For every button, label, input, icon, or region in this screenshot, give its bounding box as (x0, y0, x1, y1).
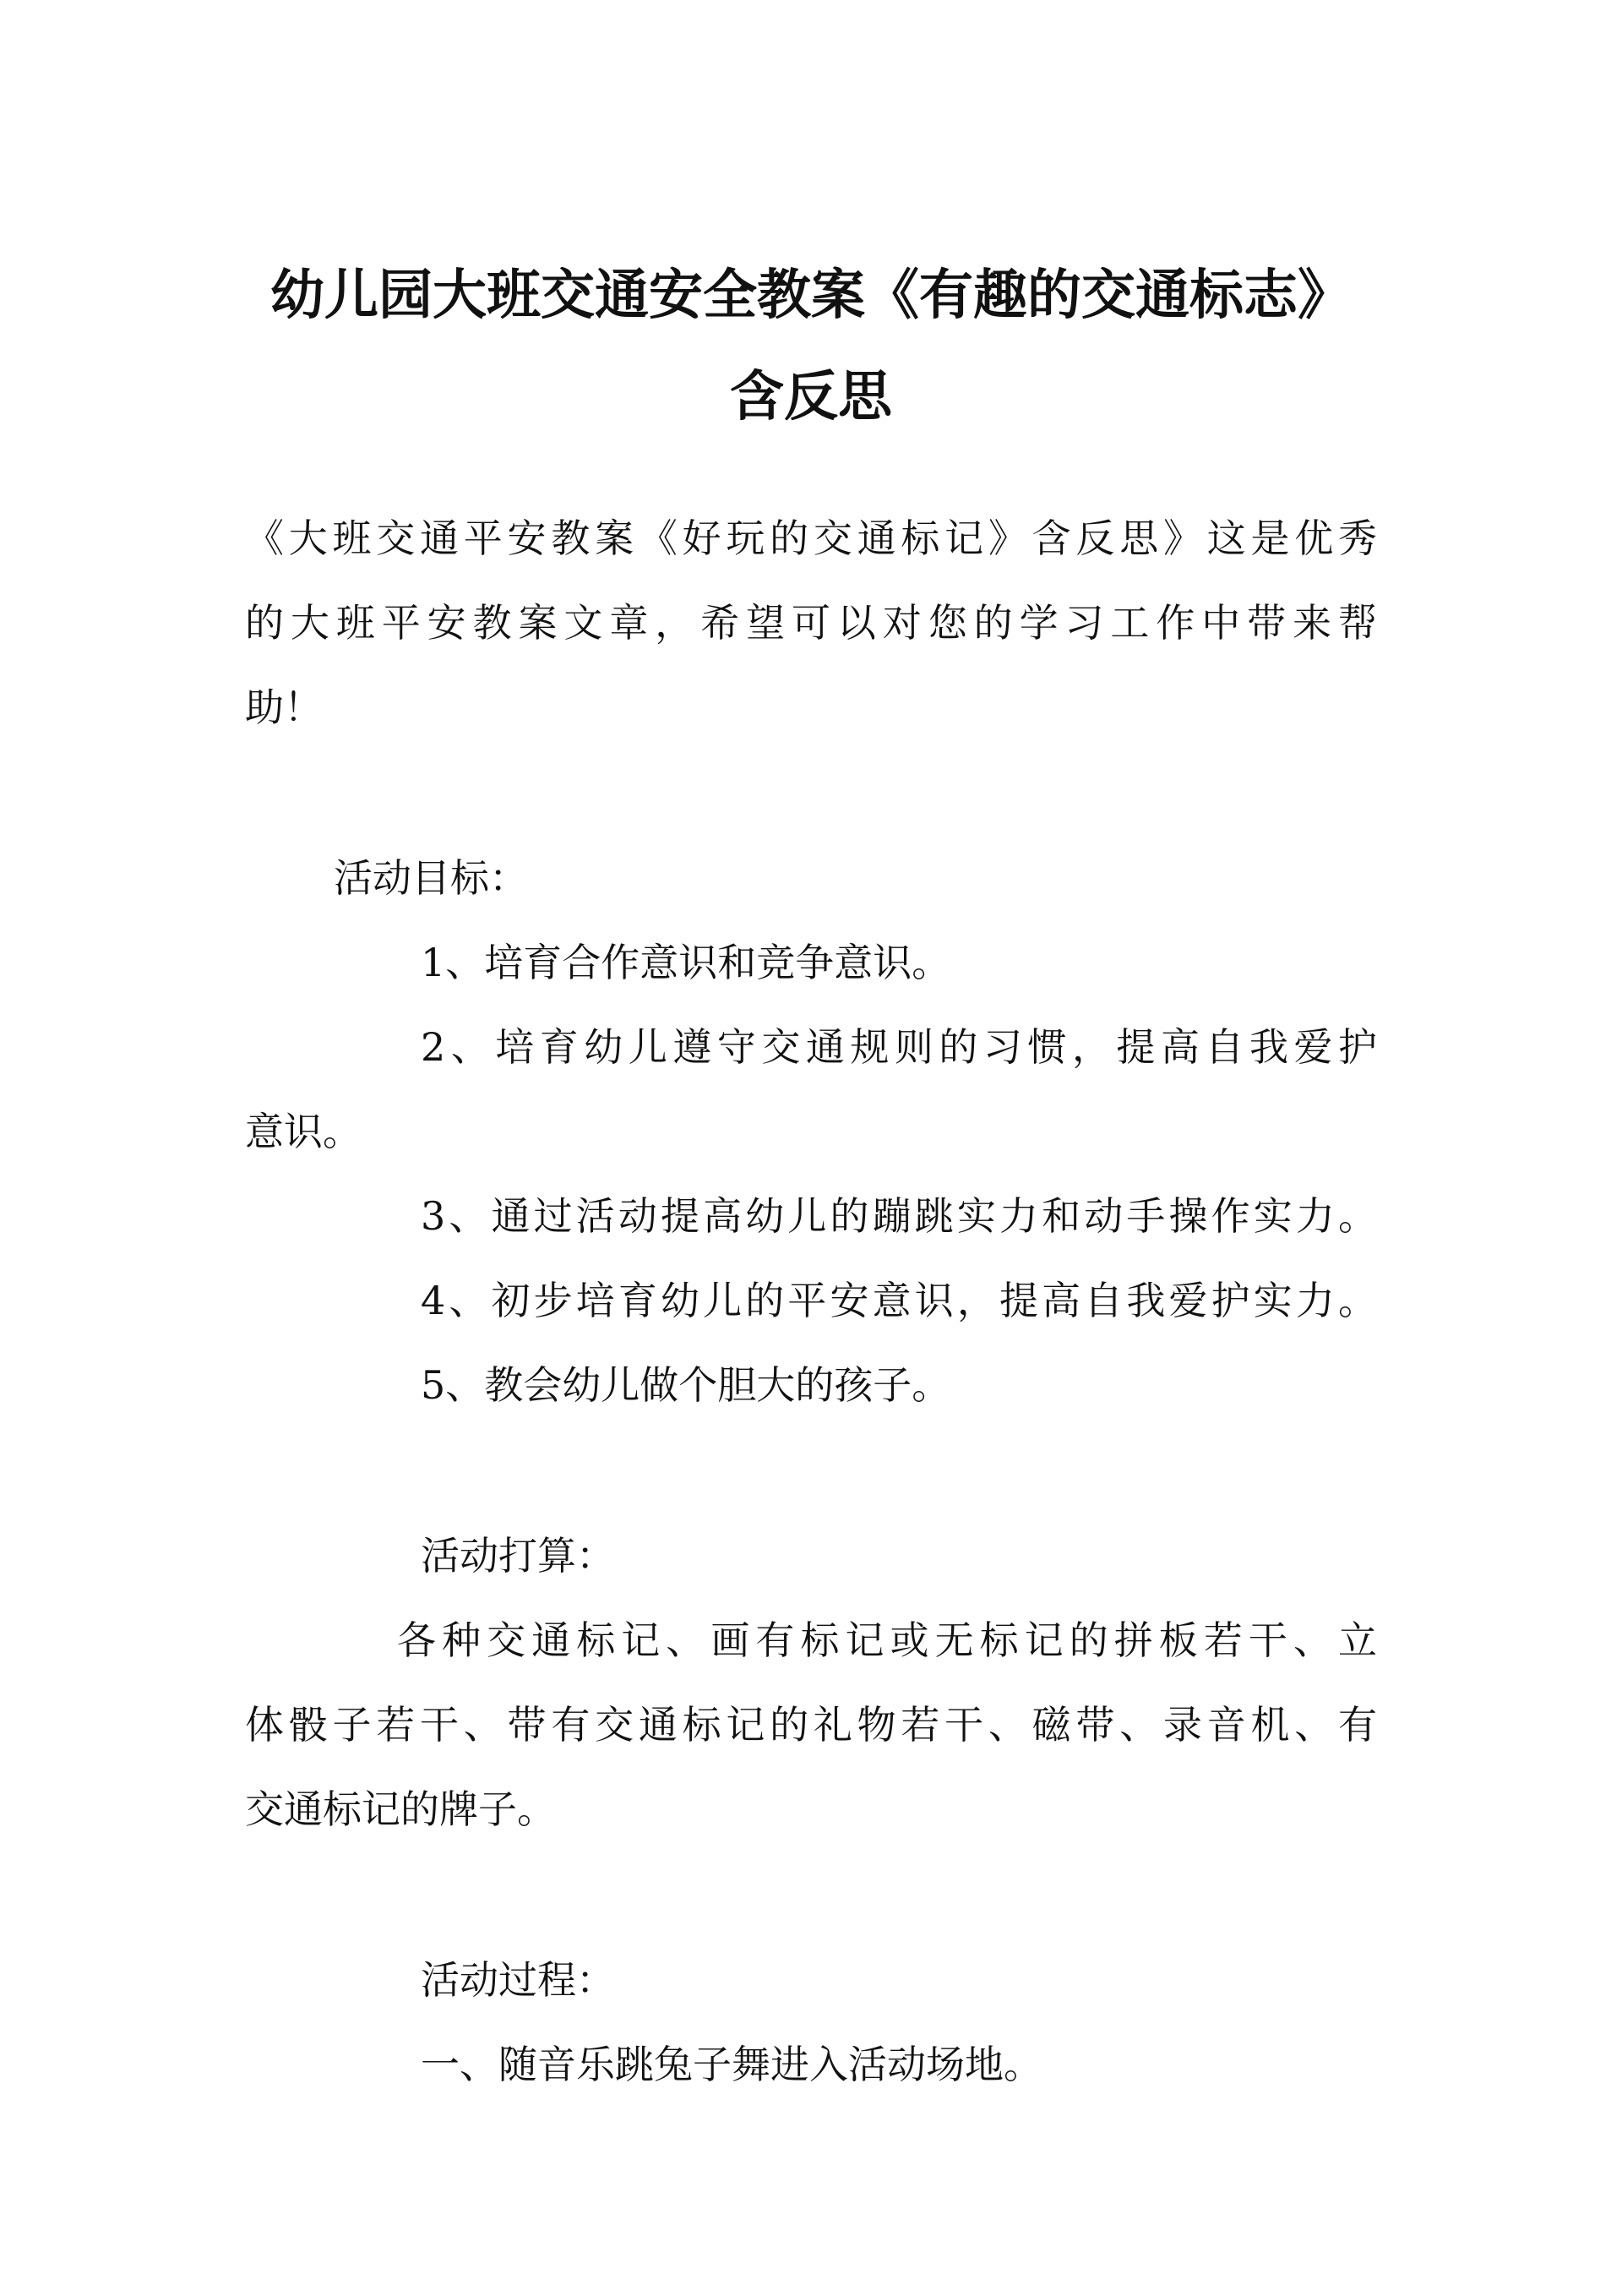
process-step-1: 一、随音乐跳兔子舞进入活动场地。 (421, 2042, 1042, 2087)
preparation-heading: 活动打算： (421, 1533, 615, 1579)
intro-line-2: 的大班平安教案文章，希望可以对您的学习工作中带来帮 (245, 600, 1377, 646)
document-title-line-2: 含反思 (730, 365, 892, 428)
goals-heading: 活动目标： (334, 855, 528, 901)
goal-item-3: 3、通过活动提高幼儿的蹦跳实力和动手操作实力。 (421, 1193, 1377, 1239)
goal-item-2-line-2: 意识。 (245, 1109, 362, 1154)
preparation-line-3: 交通标记的牌子。 (245, 1786, 556, 1832)
intro-line-1: 《大班交通平安教案《好玩的交通标记》含反思》这是优秀 (245, 515, 1377, 561)
preparation-line-1: 各种交通标记、画有标记或无标记的拼板若干、立 (397, 1617, 1377, 1663)
document-title-line-1: 幼儿园大班交通安全教案《有趣的交通标志》 (270, 264, 1352, 327)
intro-line-3: 助！ (245, 684, 323, 730)
goal-item-2-line-1: 2、培育幼儿遵守交通规则的习惯，提高自我爱护 (421, 1024, 1377, 1070)
goal-item-1: 1、培育合作意识和竞争意识。 (421, 940, 951, 985)
process-heading: 活动过程： (421, 1957, 615, 2003)
preparation-line-2: 体骰子若干、带有交通标记的礼物若干、磁带、录音机、有 (245, 1702, 1377, 1748)
goal-item-5: 5、教会幼儿做个胆大的孩子。 (421, 1362, 951, 1408)
goal-item-4: 4、初步培育幼儿的平安意识，提高自我爱护实力。 (421, 1278, 1377, 1323)
